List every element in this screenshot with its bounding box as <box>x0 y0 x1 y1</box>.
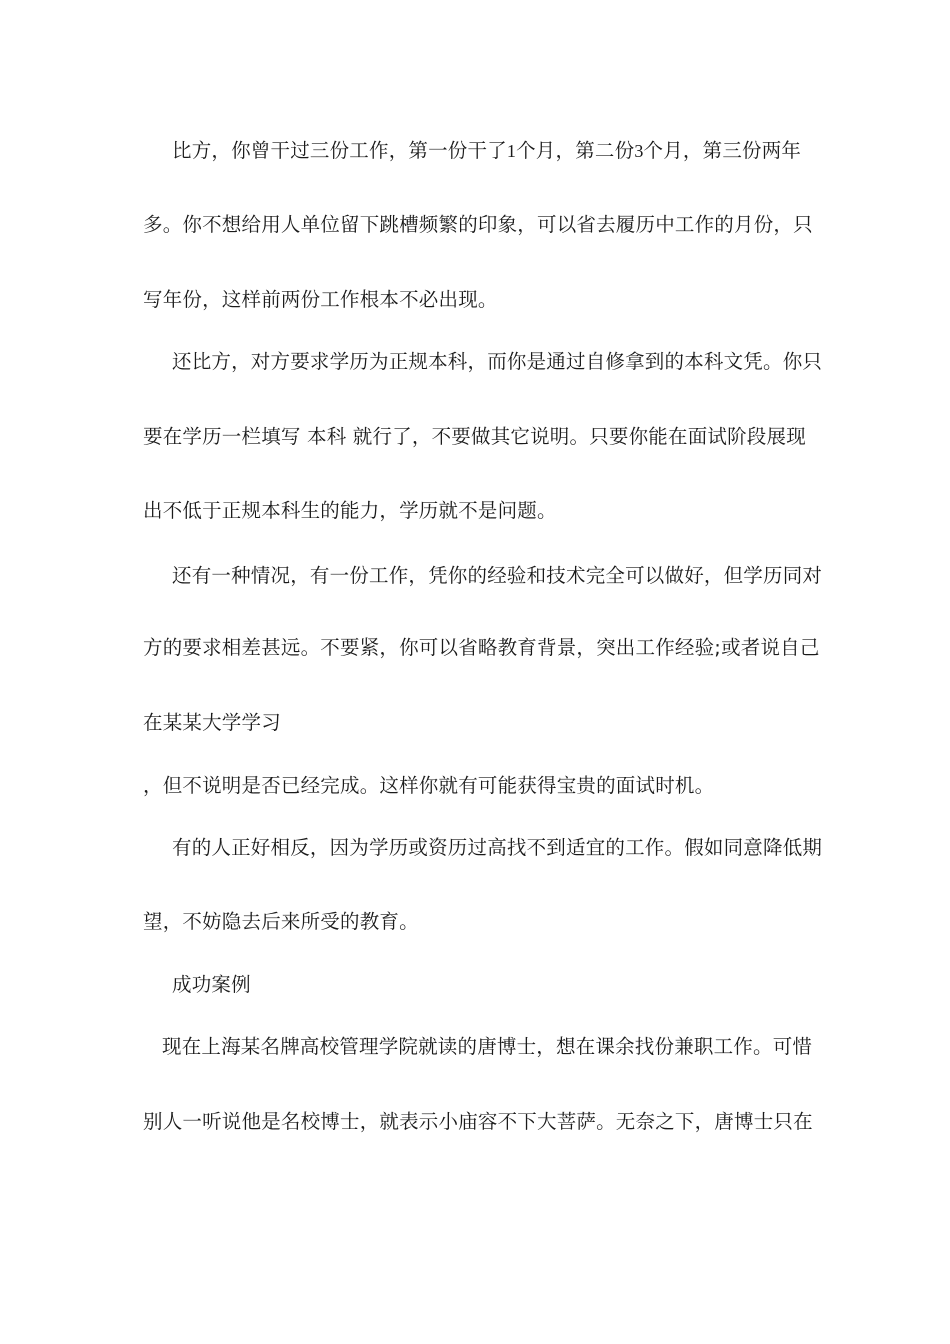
text-line: 现在上海某名牌高校管理学院就读的唐博士，想在课余找份兼职工作。可惜 <box>162 1035 813 1058</box>
text-line: 方的要求相差甚远。不要紧，你可以省略教育背景，突出工作经验;或者说自己 <box>143 636 820 659</box>
text-line: 要在学历一栏填写 本科 就行了，不要做其它说明。只要你能在面试阶段展现 <box>143 425 806 448</box>
text-line: 多。你不想给用人单位留下跳槽频繁的印象，可以省去履历中工作的月份，只 <box>143 213 813 236</box>
text-line: 还有一种情况，有一份工作，凭你的经验和技术完全可以做好，但学历同对 <box>172 564 823 587</box>
text-line: 有的人正好相反，因为学历或资历过高找不到适宜的工作。假如同意降低期 <box>172 836 823 859</box>
text-line <box>172 139 801 163</box>
text-line: ，但不说明是否已经完成。这样你就有可能获得宝贵的面试时机。 <box>143 774 715 797</box>
section-heading: 成功案例 <box>172 973 251 996</box>
text-line: 出不低于正规本科生的能力，学历就不是问题。 <box>143 499 557 522</box>
text-line: 别人一听说他是名校博士，就表示小庙容不下大菩萨。无奈之下，唐博士只在 <box>143 1110 813 1133</box>
number-text: 1 <box>506 141 517 161</box>
number-text: 3 <box>634 141 644 161</box>
text-line: 望，不妨隐去后来所受的教育。 <box>143 910 419 933</box>
text-segment: 个月，第三份两年 <box>643 139 802 162</box>
text-segment: 比方，你曾干过三份工作，第一份干了 <box>172 139 507 162</box>
text-line: 还比方，对方要求学历为正规本科，而你是通过自修拿到的本科文凭。你只 <box>172 350 823 373</box>
text-line: 在某某大学学习 <box>143 711 281 734</box>
text-line: 写年份，这样前两份工作根本不必出现。 <box>143 288 498 311</box>
text-segment: 个月，第二份 <box>516 139 635 162</box>
